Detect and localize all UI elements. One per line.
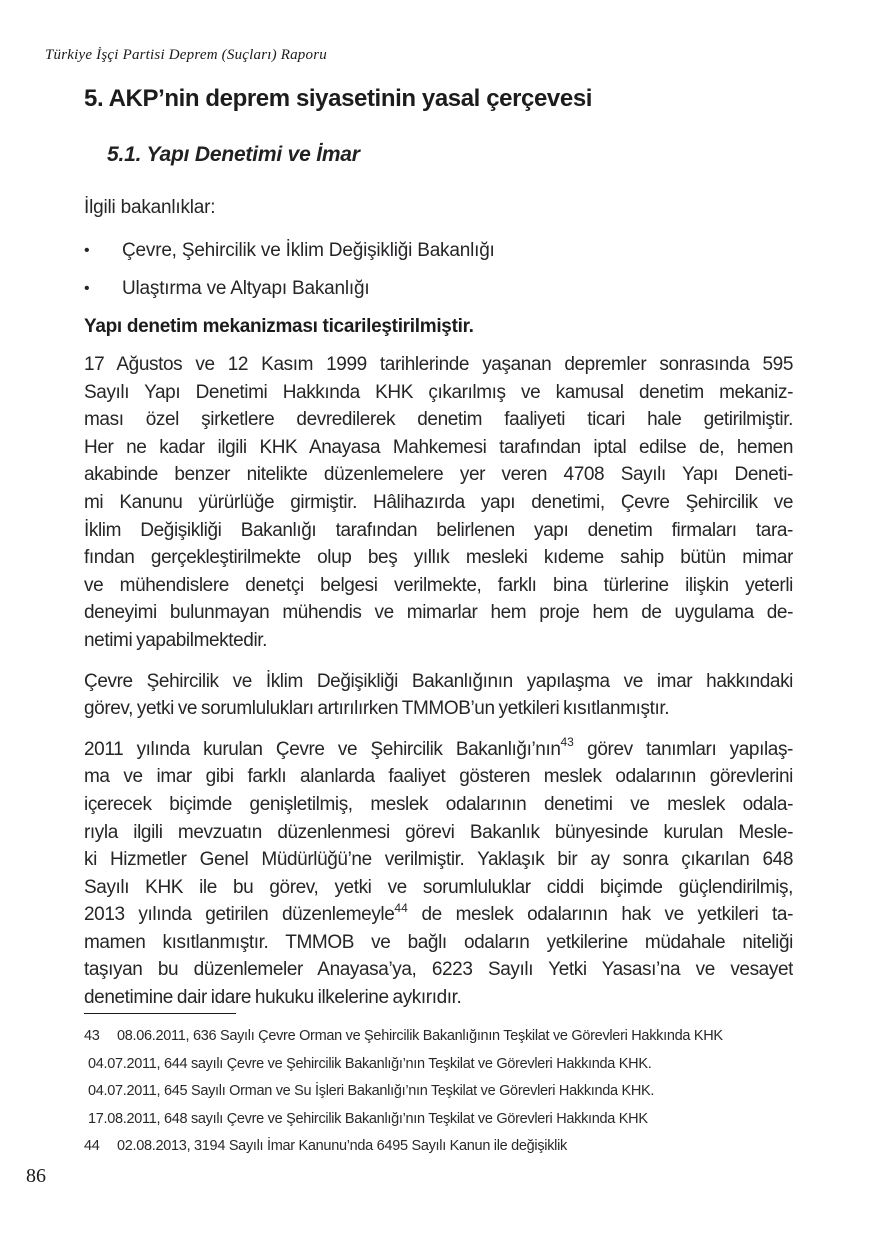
text-line: ve mühendislere denetçi belgesi verilmekte, farklı bina türlerine ilişkin yeterli: [84, 574, 793, 596]
text-line: Her ne kadar ilgili KHK Anayasa Mahkemesi tarafından iptal edilse de, hemen: [84, 436, 793, 458]
bold-statement: Yapı denetim mekanizması ticarileştirilmiştir.: [84, 316, 474, 337]
text-line: 17 Ağustos ve 12 Kasım 1999 tarihlerinde yaşanan depremler sonrasında 595: [84, 354, 793, 375]
paragraph-1: [84, 351, 793, 655]
page-content: [84, 0, 793, 1012]
footnote: [84, 1078, 824, 1106]
text-line: Sayılı Yapı Denetimi Hakkında KHK çıkarılmış ve kamusal denetim mekaniz-: [84, 381, 793, 403]
intro-label: İlgili bakanlıklar:: [84, 197, 216, 218]
text-line: mamen kısıtlanmıştır. TMMOB ve bağlı odaların yetkilerine müdahale niteliği: [84, 931, 793, 953]
text-line: taşıyan bu düzenlemeler Anayasa’ya, 6223 Sayılı Yetki Yasası’na ve vesayet: [84, 959, 793, 981]
text-line: İklim Değişikliği Bakanlığı tarafından belirlenen yapı denetim firmaları tara-: [84, 519, 793, 541]
footnote-text: 17.08.2011, 648 sayılı Çevre ve Şehircilik Bakanlığı’nın Teşkilat ve Görevleri Hakkında KHK: [88, 1110, 648, 1127]
footnote: [84, 1023, 824, 1051]
list-item: [84, 240, 793, 262]
footnote: [84, 1106, 824, 1134]
text-line: ki Hizmetler Genel Müdürlüğü’ne verilmiştir. Yaklaşık bir ay sonra çıkarılan 648: [84, 849, 793, 871]
bullet-icon: •: [84, 280, 90, 297]
paragraph-3: [84, 736, 793, 1012]
running-header: Türkiye İşçi Partisi Deprem (Suçları) Raporu: [45, 47, 327, 63]
list-item: [84, 278, 793, 300]
text-line: ması özel şirketlere devredilerek denetim faaliyeti ticari hale getirilmiştir.: [84, 409, 793, 431]
footnotes-section: [84, 1013, 824, 1161]
text-line: rıyla ilgili mevzuatın düzenlenmesi görevi Bakanlık bünyesinde kurulan Mesle-: [84, 821, 793, 843]
subsection-heading: 5.1. Yapı Denetimi ve İmar: [107, 143, 360, 166]
footnote: [84, 1051, 824, 1079]
text-line: Sayılı KHK ile bu görev, yetki ve sorumluluklar ciddi biçimde güçlendirilmiş,: [84, 876, 793, 898]
footnote-ref: 43: [560, 735, 574, 750]
text-line: akabinde benzer nitelikte düzenlemelere yer veren 4708 Sayılı Yapı Deneti-: [84, 464, 793, 486]
text-line: Çevre Şehircilik ve İklim Değişikliği Bakanlığının yapılaşma ve imar hakkındaki: [84, 670, 793, 692]
footnotes-list: [84, 1023, 824, 1161]
footnote-text: 04.07.2011, 644 sayılı Çevre ve Şehircilik Bakanlığı’nın Teşkilat ve Görevleri Hakkında KHK.: [88, 1055, 652, 1072]
text-line: görev, yetki ve sorumlulukları artırılırken TMMOB’un yetkileri kısıtlanmıştır.: [84, 698, 670, 720]
text-line: netimi yapabilmektedir.: [84, 629, 268, 651]
text-line: 2013 yılında getirilen düzenlemeyle$^{44}$ de meslek odalarının hak ve yetkileri ta-: [84, 901, 793, 926]
bullet-icon: •: [84, 242, 90, 259]
text-line: 2011 yılında kurulan Çevre ve Şehircilik Bakanlığı’nın$^{43}$ görev tanımları yapılaş-: [84, 735, 793, 760]
section-heading: 5. AKP’nin deprem siyasetinin yasal çerçevesi: [84, 85, 593, 112]
text-line: ma ve imar gibi farklı alanlarda faaliyet gösteren meslek odalarının görevlerini: [84, 766, 793, 788]
paragraph-2: [84, 668, 793, 723]
list-item-label: Ulaştırma ve Altyapı Bakanlığı: [122, 278, 370, 299]
footnote-text: 04.07.2011, 645 Sayılı Orman ve Su İşleri Bakanlığı’nın Teşkilat ve Görevleri Hakkında KHK.: [88, 1083, 655, 1099]
text-line: içerecek biçimde genişletilmiş, meslek odalarının denetimi ve meslek odala-: [84, 793, 793, 815]
footnote-number: 43: [84, 1028, 100, 1044]
footnote-text: 08.06.2011, 636 Sayılı Çevre Orman ve Şehircilik Bakanlığının Teşkilat ve Görevleri Hakkında KHK: [117, 1028, 723, 1044]
text-line: denetimine dair idare hukuku ilkelerine aykırıdır.: [84, 987, 462, 1009]
footnote: [84, 1133, 824, 1161]
text-line: deneyimi bulunmayan mühendis ve mimarlar hem proje hem de uygulama de-: [84, 602, 793, 624]
list-item-label: Çevre, Şehircilik ve İklim Değişikliği Bakanlığı: [122, 240, 495, 261]
footnote-number: 44: [84, 1138, 100, 1154]
ministries-list: [84, 240, 793, 300]
footnote-ref: 44: [394, 901, 408, 915]
page-number: 86: [26, 1165, 46, 1187]
text-line: fından gerçekleştirilmekte olup beş yıllık mesleki kıdeme sahip bütün mimar: [84, 547, 793, 569]
text-line: mi Kanunu yürürlüğe girmiştir. Hâlihazırda yapı denetimi, Çevre Şehircilik ve: [84, 491, 793, 513]
footnote-separator: [84, 1013, 236, 1014]
footnote-text: 02.08.2013, 3194 Sayılı İmar Kanunu’nda 6495 Sayılı Kanun ile değişiklik: [117, 1138, 567, 1154]
